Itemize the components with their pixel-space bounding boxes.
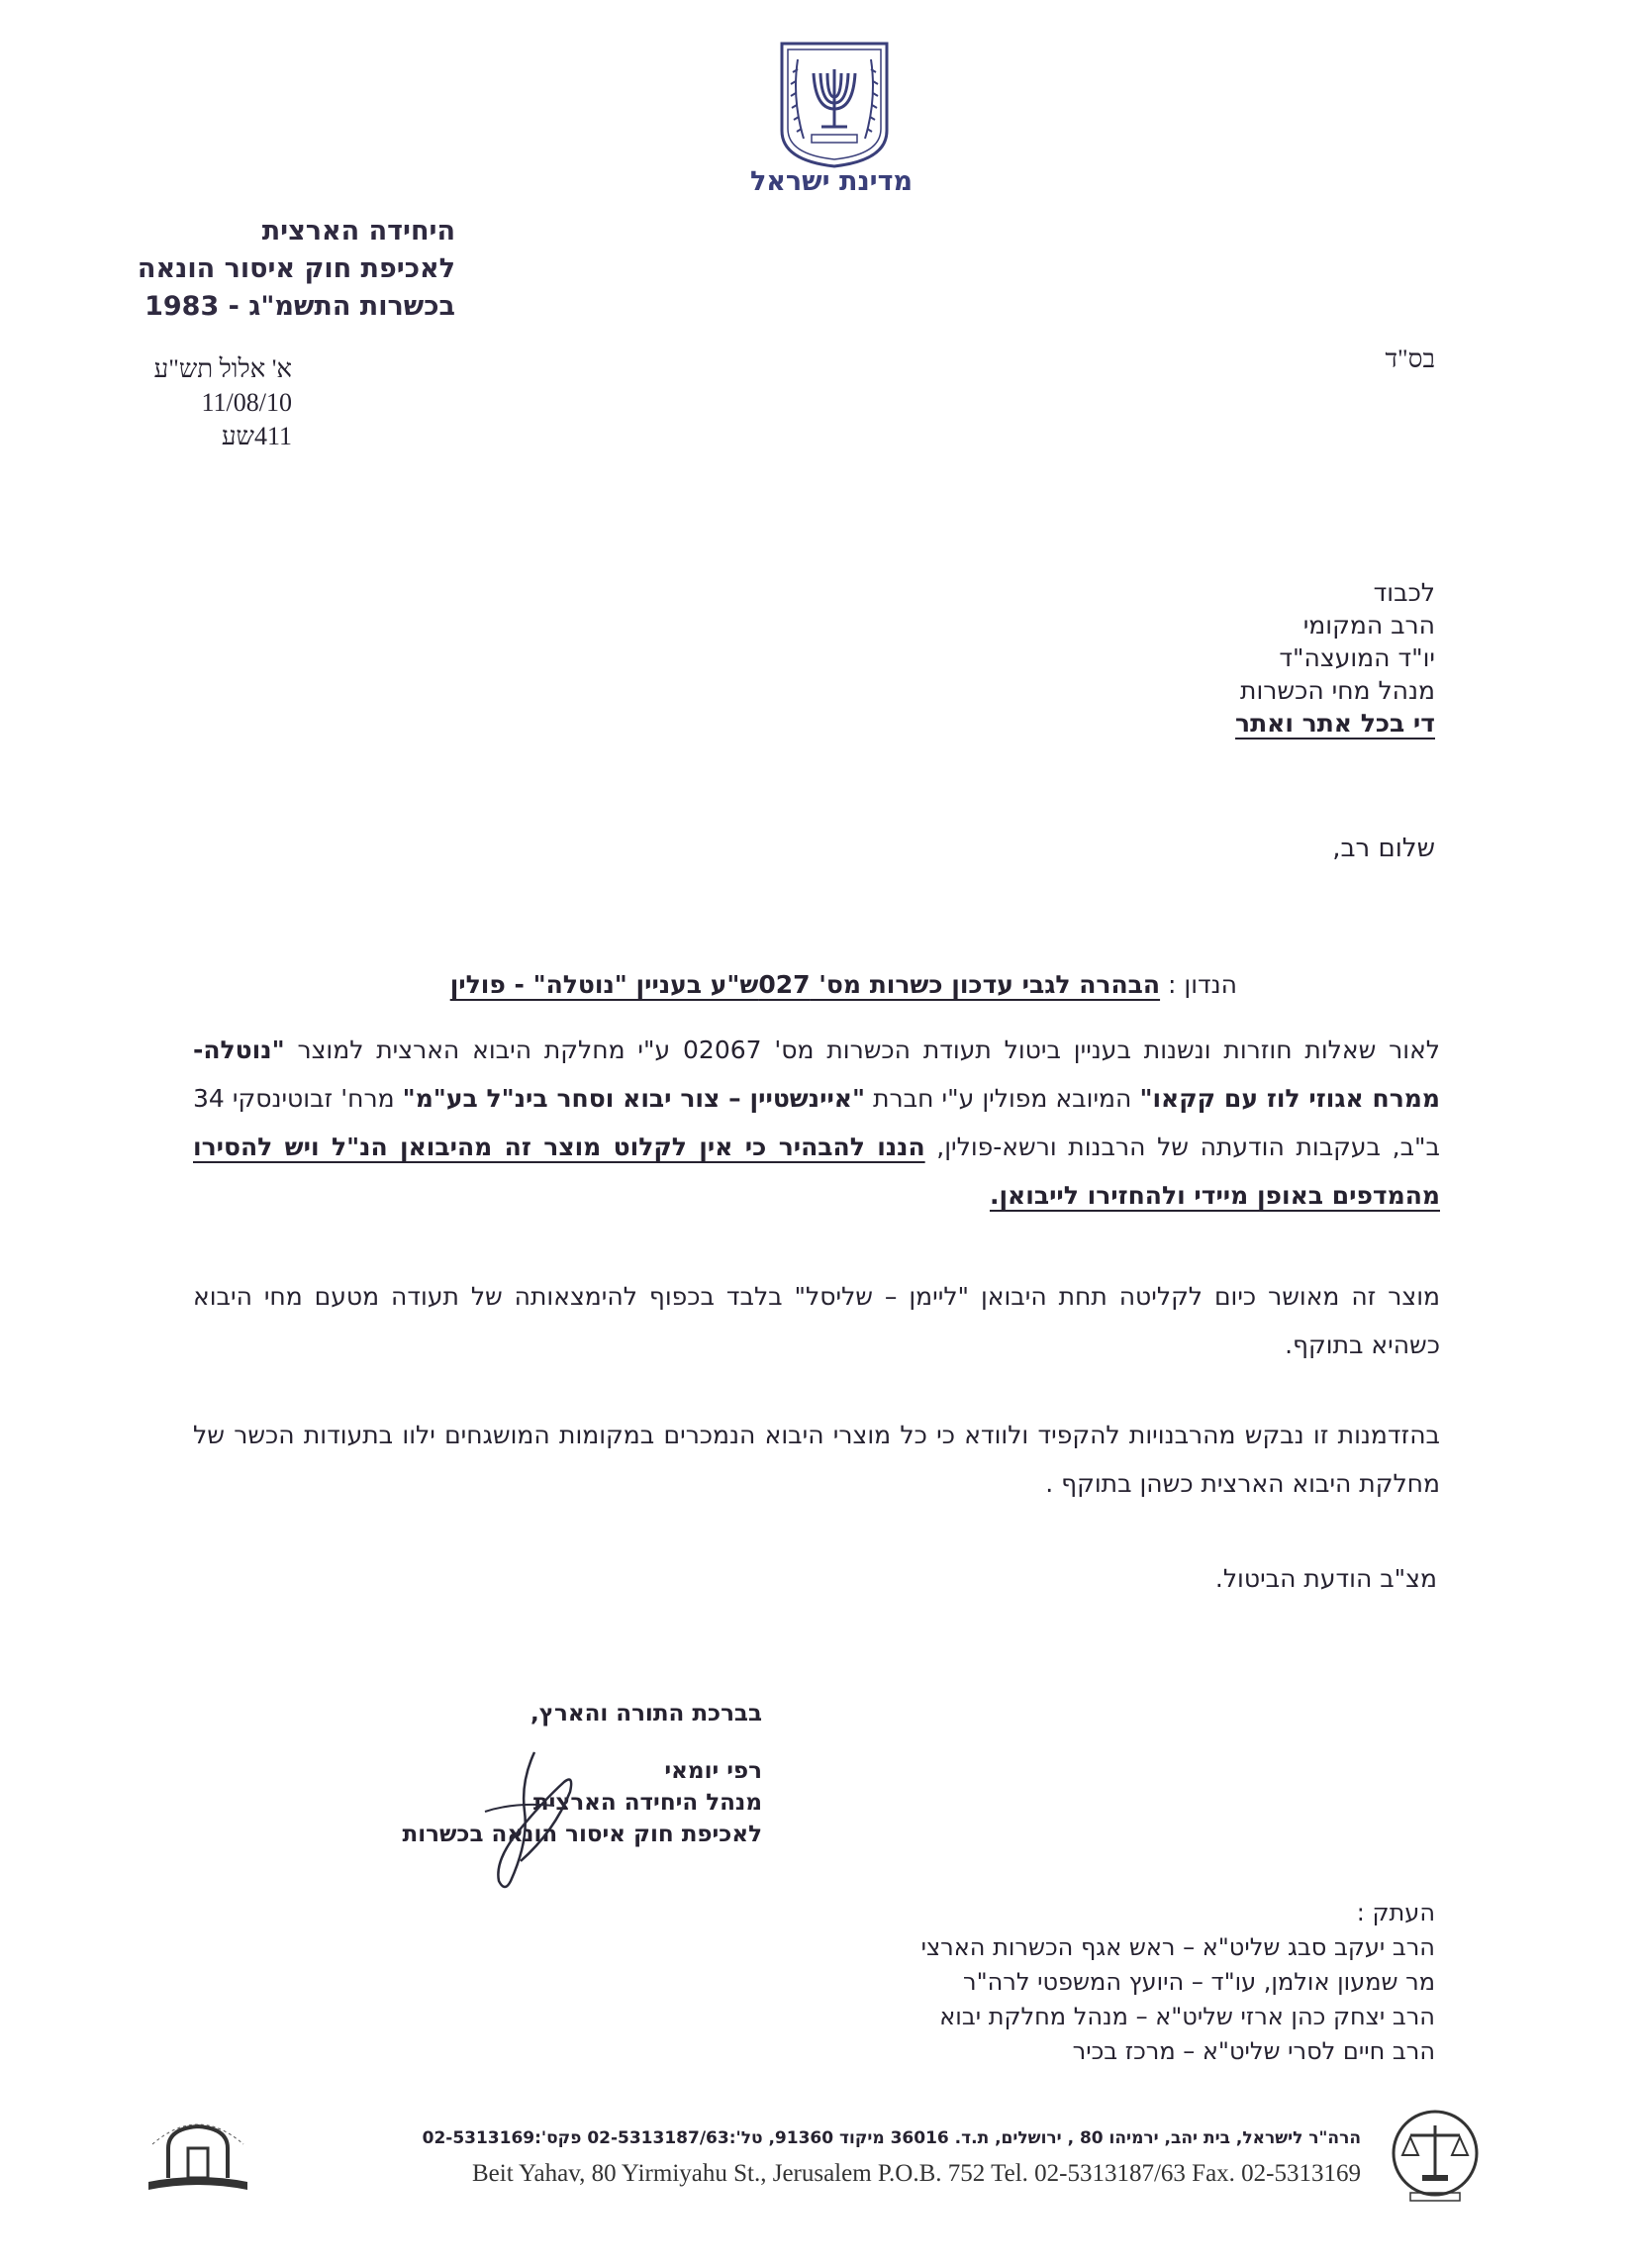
- closing: בברכת התורה והארץ,: [530, 1701, 762, 1726]
- body-text: המיובא מפולין ע"י חברת: [873, 1084, 1132, 1113]
- kashrut-fraud-unit-logo-icon: [1381, 2104, 1490, 2208]
- body-text: מרח' זבוטינסקי 34 ב"ב, בעקבות הודעתה של הרבנות ורשא-פולין,: [193, 1084, 1440, 1161]
- cc-item: הרב יעקב סבג שליט"א – ראש אגף הכשרות הארצי: [920, 1933, 1435, 1961]
- addressee-line: די בכל אתר ואתר: [1235, 709, 1435, 738]
- state-emblem-icon: [776, 40, 893, 168]
- issuing-unit: [119, 213, 455, 326]
- body-paragraph: [193, 1026, 1440, 1220]
- chief-rabbinate-logo-icon: [139, 2109, 257, 2198]
- footer-address-english: Beit Yahav, 80 Yirmiyahu St., Jerusalem P.O.B. 752 Tel. 02-5313187/63 Fax. 02-5313169: [472, 2160, 1361, 2187]
- hebrew-date: א' אלול תש"ע: [153, 354, 292, 383]
- unit-line: היחידה הארצית: [261, 216, 455, 247]
- body-paragraph: מוצר זה מאושר כיום לקליטה תחת היבואן "ליימן – שליסל" בלבד בכפוף להימצאותה של תעודה מטעם מחי היבוא כשהיא בתוקף.: [193, 1282, 1440, 1359]
- handwritten-signature-icon: [426, 1742, 594, 1901]
- reference-number: 411שע: [221, 422, 292, 450]
- addressee-line: מנהל מחי הכשרות: [1240, 676, 1435, 705]
- bsd-mark: בס"ד: [1385, 345, 1435, 373]
- cc-item: הרב יצחק כהן ארזי שליט"א – מנהל מחלקת יבוא: [939, 2003, 1435, 2030]
- attachment-note: מצ"ב הודעת הביטול.: [1214, 1564, 1437, 1593]
- date-block: [119, 352, 292, 453]
- cc-label: העתק :: [1356, 1899, 1435, 1926]
- greeting: שלום רב,: [1332, 834, 1435, 863]
- signer-title: מנהל היחידה הארצית: [532, 1790, 762, 1816]
- emphasized-instruction: הננו להבהיר כי אין לקלוט מוצר זה מהיבואן הנ"ל ויש להסירו מהמדפים באופן מיידי ולהחזירו לייבואן.: [193, 1133, 1440, 1210]
- cc-item: הרב חיים לסרי שליט"א – מרכז בכיר: [1072, 2037, 1435, 2065]
- signer-name: רפי יומאי: [664, 1758, 762, 1784]
- addressee-line: לכבוד: [1373, 578, 1435, 607]
- subject-line: [297, 970, 1237, 999]
- unit-line: לאכיפת חוק איסור הונאה: [137, 253, 455, 284]
- company-name: "איינשטיין – צור יבוא וסחר בינ"ל בע"מ": [402, 1084, 866, 1113]
- addressee-line: יו"ד המועצה"ד: [1279, 643, 1435, 672]
- gregorian-date: 11/08/10: [201, 388, 292, 417]
- body-paragraph: בהזדמנות זו נבקש מהרבנויות להקפיד ולוודא כי כל מוצרי היבוא הנמכרים במקומות המושגחים ילוו בתעודות הכשר של מחלקת היבוא הארצית כשהן בתוקף .: [193, 1421, 1440, 1498]
- addressee-line: הרב המקומי: [1302, 611, 1435, 640]
- footer-address-hebrew: הרה"ר לישראל, בית יהב, ירמיהו 80 , ירושלים, ת.ד. 36016 מיקוד 91360, טל':02-5313187/63 פקס':02-5313169: [422, 2128, 1361, 2148]
- subject-text: הבהרה לגבי עדכון כשרות מס' 027ש"ע בעניין "נוטלה" - פולין: [449, 970, 1161, 999]
- cc-list: [792, 1896, 1435, 2069]
- body-text: לאור שאלות חוזרות ונשנות בעניין ביטול תעודת הכשרות מס' 02067 ע"י מחלקת היבוא הארצית למוצר: [297, 1035, 1440, 1064]
- addressee-block: [1039, 576, 1435, 740]
- cc-item: מר שמעון אולמן, עו"ד – היועץ המשפטי לרה"ר: [963, 1968, 1435, 1996]
- unit-line: בכשרות התשמ"ג - 1983: [144, 291, 455, 322]
- state-name: מדינת ישראל: [749, 166, 914, 197]
- product-name: "נוטלה- ממרח אגוזי לוז עם קקאו": [193, 1035, 1440, 1113]
- signer-title: לאכיפת חוק איסור הונאה בכשרות: [402, 1822, 762, 1847]
- subject-label: הנדון :: [1168, 970, 1237, 999]
